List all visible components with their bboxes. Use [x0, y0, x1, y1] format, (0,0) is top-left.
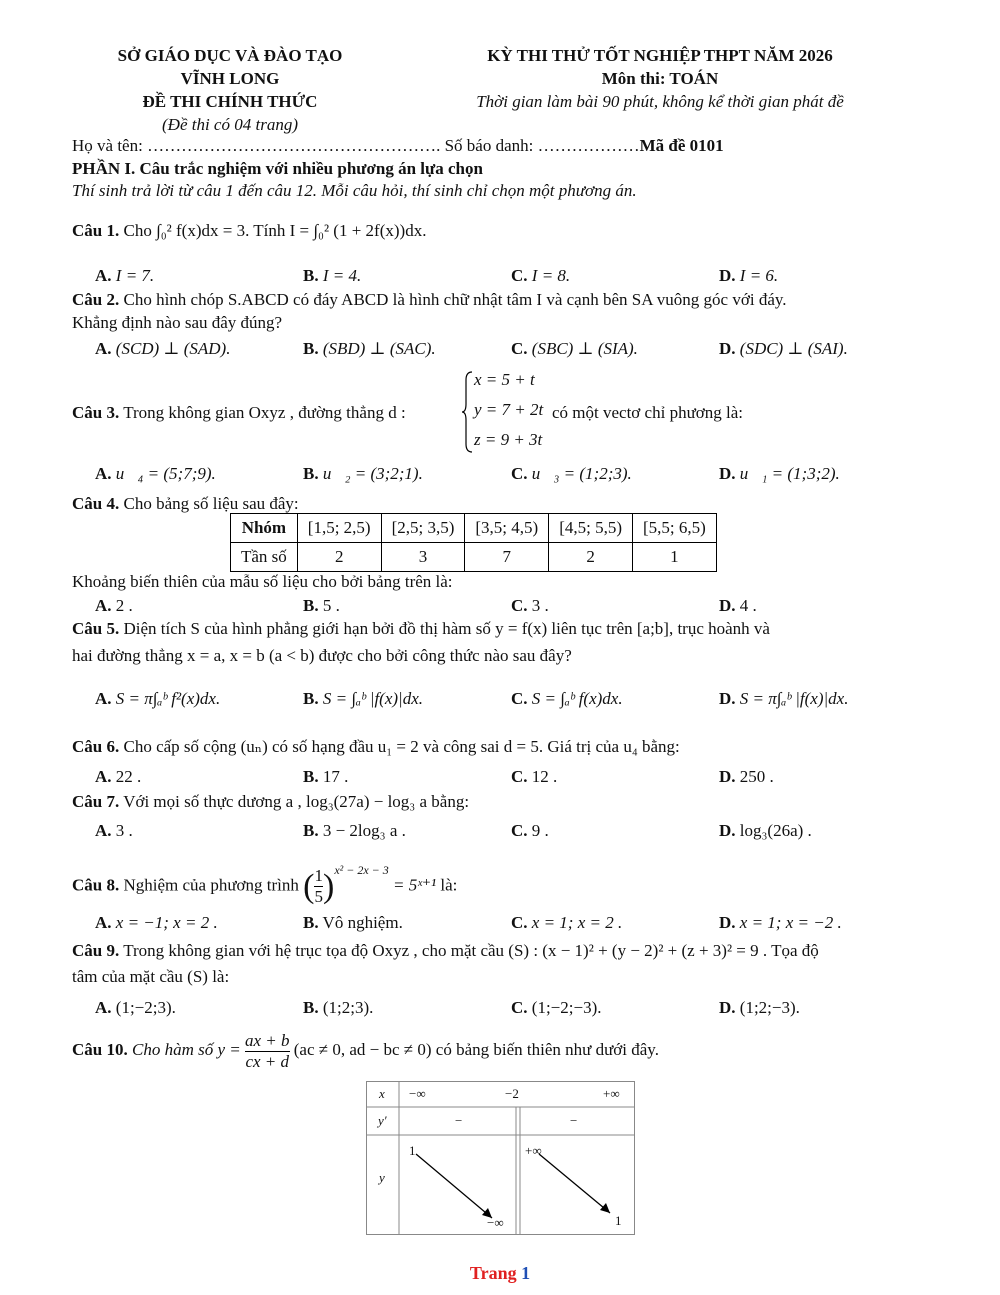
q7-option-d[interactable]: D. log₃(26a) . — [719, 821, 812, 840]
frequency-table — [230, 513, 717, 572]
variation-table-grid — [367, 1082, 634, 1234]
q5-option-d[interactable]: D. S = π∫ₐᵇ |f(x)|dx. — [719, 689, 849, 708]
question-label: Câu 1. — [72, 221, 120, 240]
question-text: Cho hàm số y = — [131, 1040, 241, 1059]
question-label: Câu 10. — [72, 1040, 128, 1059]
q7-option-c[interactable]: C. 9 . — [511, 821, 549, 840]
equation-z: z = 9 + 3t — [474, 430, 543, 449]
page-footer — [0, 1263, 1000, 1284]
q4-option-a[interactable]: A. 2 . — [95, 596, 133, 615]
q1-option-a[interactable]: A. I = 7. — [95, 266, 155, 285]
q5-option-b[interactable]: B. S = ∫ₐᵇ |f(x)|dx. — [303, 689, 424, 708]
page-number: 1 — [521, 1263, 531, 1283]
question-text: Trong không gian Oxyz , đường thẳng d : — [123, 403, 406, 422]
option-text: (SCD) ⊥ (SAD). — [115, 339, 231, 358]
question-6 — [72, 736, 680, 758]
q6-option-b[interactable]: B. 17 . — [303, 767, 349, 786]
question-text: Cho hình chóp S.ABCD có đáy ABCD là hình chữ nhật tâm I và cạnh bên SA vuông góc với đáy. — [123, 290, 787, 309]
option-text: I = 4. — [322, 266, 362, 285]
brace-icon — [462, 370, 474, 454]
equation-y: y = 7 + 2t — [474, 400, 544, 419]
option-text: x = 1; x = −2 . — [739, 913, 842, 932]
q1-option-b[interactable]: B. I = 4. — [303, 266, 362, 285]
option-text: I = 7. — [115, 266, 155, 285]
option-text: 2 . — [115, 596, 133, 615]
function-fraction — [245, 1031, 290, 1072]
option-text: 3 . — [531, 596, 549, 615]
decreasing-arrow-right — [539, 1154, 610, 1213]
q6-option-c[interactable]: C. 12 . — [511, 767, 558, 786]
q9-option-c[interactable]: C. (1;−2;−3). — [511, 998, 602, 1017]
option-text: (SDC) ⊥ (SAI). — [739, 339, 848, 358]
question-tail: là: — [440, 875, 458, 895]
question-2 — [72, 289, 787, 311]
vt-sign-right: − — [570, 1113, 578, 1128]
option-text: (SBD) ⊥ (SAC). — [322, 339, 436, 358]
fraction-numerator: 1 — [314, 866, 323, 886]
department: SỞ GIÁO DỤC VÀ ĐÀO TẠO — [117, 46, 343, 65]
footer-label: Trang — [469, 1263, 517, 1283]
q7-option-b[interactable]: B. 3 − 2log₃ a . — [303, 821, 406, 840]
vt-value-minus-inf: −∞ — [487, 1215, 504, 1230]
option-text: (1;2;3). — [322, 998, 374, 1017]
question-label: Câu 2. — [72, 290, 120, 309]
q2-option-c[interactable]: C. (SBC) ⊥ (SIA). — [511, 339, 638, 358]
option-text: (1;−2;−3). — [531, 998, 602, 1017]
question-text: Cho bảng số liệu sau đây: — [123, 494, 299, 513]
option-text: 4 . — [739, 596, 757, 615]
q9-option-d[interactable]: D. (1;2;−3). — [719, 998, 800, 1017]
q5-option-c[interactable]: C. S = ∫ₐᵇ f(x)dx. — [511, 689, 623, 708]
question-text: Diện tích S của hình phẳng giới hạn bởi đồ thị hàm số y = f(x) liên tục trên [a;b], trục hoành và — [123, 619, 770, 638]
fraction-numerator: ax + b — [244, 1030, 290, 1050]
option-text: 22 . — [115, 767, 142, 786]
table-cell: [5,5; 6,5) — [632, 514, 716, 543]
option-text: u⃗₁ = (1;3;2). — [739, 464, 840, 483]
q7-option-a[interactable]: A. 3 . — [95, 821, 133, 840]
page-count-note: (Đề thi có 04 trang) — [162, 115, 298, 134]
option-text: u⃗₄ = (5;7;9). — [115, 464, 216, 483]
option-text: x = 1; x = 2 . — [531, 913, 623, 932]
official-exam: ĐỀ THI CHÍNH THỨC — [142, 92, 318, 111]
option-text: S = ∫ₐᵇ f(x)dx. — [531, 689, 623, 708]
q8-option-b[interactable]: B. Vô nghiệm. — [303, 913, 403, 932]
question-text: Cho cấp số cộng (uₙ) có số hạng đầu u₁ = 2 và công sai d = 5. Giá trị của u₄ bằng: — [123, 737, 680, 756]
question-9-cont: tâm của mặt cầu (S) là: — [72, 967, 230, 986]
table-cell: Tần số — [231, 543, 298, 572]
question-text: Nghiệm của phương trình — [123, 875, 299, 895]
q6-option-d[interactable]: D. 250 . — [719, 767, 774, 786]
table-cell: 2 — [297, 543, 381, 572]
vt-yprime-label: y′ — [378, 1113, 387, 1128]
vt-value-plus-inf: +∞ — [525, 1143, 542, 1158]
q9-option-a[interactable]: A. (1;−2;3). — [95, 998, 176, 1017]
q9-option-b[interactable]: B. (1;2;3). — [303, 998, 374, 1017]
exponent: x² − 2x − 3 — [334, 863, 389, 877]
table-cell: 1 — [632, 543, 716, 572]
q4-option-c[interactable]: C. 3 . — [511, 596, 549, 615]
option-text: (1;−2;3). — [115, 998, 176, 1017]
q4-option-d[interactable]: D. 4 . — [719, 596, 757, 615]
vt-y-label: y — [379, 1170, 385, 1185]
option-text: 12 . — [531, 767, 558, 786]
vt-pos-inf: +∞ — [603, 1086, 620, 1101]
right-paren-icon: ) — [322, 867, 335, 905]
option-text: I = 8. — [531, 266, 571, 285]
equation-x: x = 5 + t — [474, 370, 535, 389]
option-text: u⃗₃ = (1;2;3). — [531, 464, 632, 483]
question-text-after: (ac ≠ 0, ad − bc ≠ 0) có bảng biến thiên như dưới đây. — [293, 1040, 659, 1059]
option-text: 3 − 2log₃ a . — [322, 821, 406, 840]
vt-value-one-bottom: 1 — [615, 1213, 622, 1228]
option-text: S = π∫ₐᵇ f²(x)dx. — [115, 689, 221, 708]
option-text: 17 . — [322, 767, 349, 786]
question-label: Câu 9. — [72, 941, 120, 960]
question-text: Cho ∫₀² f(x)dx = 3. Tính I = ∫₀² (1 + 2f(x))dx. — [123, 221, 427, 240]
subject: Môn thi: TOÁN — [601, 69, 719, 88]
table-cell: [2,5; 3,5) — [381, 514, 465, 543]
table-cell: [4,5; 5,5) — [549, 514, 633, 543]
question-4-cont: Khoảng biến thiên của mẫu số liệu cho bởi bảng trên là: — [72, 572, 453, 591]
option-text: 9 . — [531, 821, 549, 840]
table-row — [231, 543, 717, 572]
table-cell: [3,5; 4,5) — [465, 514, 549, 543]
option-text: 250 . — [739, 767, 774, 786]
vt-minus-two: −2 — [505, 1086, 519, 1101]
fraction-denominator: cx + d — [245, 1051, 290, 1071]
q8-option-d[interactable]: D. x = 1; x = −2 . — [719, 913, 842, 932]
question-label: Câu 8. — [72, 875, 120, 895]
q3-option-b[interactable]: B. u⃗₂ = (3;2;1). — [303, 464, 423, 483]
question-label: Câu 5. — [72, 619, 120, 638]
question-label: Câu 4. — [72, 494, 120, 513]
fraction-denominator: 5 — [314, 887, 323, 907]
left-paren-icon: ( — [303, 867, 315, 905]
question-4 — [72, 493, 299, 515]
option-text: I = 6. — [739, 266, 779, 285]
exam-code: Mã đề 0101 — [639, 136, 724, 155]
q2-option-a[interactable]: A. (SCD) ⊥ (SAD). — [95, 339, 231, 358]
header-left — [70, 44, 390, 136]
province: VĨNH LONG — [180, 69, 280, 88]
question-label: Câu 7. — [72, 792, 120, 811]
vt-x-label: x — [379, 1086, 385, 1101]
option-text: u⃗₂ = (3;2;1). — [322, 464, 423, 483]
option-text: S = π∫ₐᵇ |f(x)|dx. — [739, 689, 849, 708]
question-10 — [72, 1030, 659, 1072]
decreasing-arrow-left — [416, 1154, 492, 1218]
q6-option-a[interactable]: A. 22 . — [95, 767, 142, 786]
option-text: log₃(26a) . — [739, 821, 812, 840]
option-text: 3 . — [115, 821, 133, 840]
base-fraction — [314, 866, 323, 907]
question-3 — [72, 402, 406, 424]
question-1 — [72, 220, 426, 242]
q1-option-c[interactable]: C. I = 8. — [511, 266, 571, 285]
table-cell: Nhóm — [231, 514, 298, 543]
question-3-after: có một vectơ chỉ phương là: — [552, 403, 744, 422]
question-text: Trong không gian với hệ trục tọa độ Oxyz , cho mặt cầu (S) : (x − 1)² + (y − 2)² + (z + 3)² = 9 . Tọa độ — [123, 941, 819, 960]
q8-option-a[interactable]: A. x = −1; x = 2 . — [95, 913, 218, 932]
q3-option-a[interactable]: A. u⃗₄ = (5;7;9). — [95, 464, 216, 483]
student-info-line — [72, 135, 724, 157]
option-text: 5 . — [322, 596, 340, 615]
exam-title: KỲ THI THỬ TỐT NGHIỆP THPT NĂM 2026 — [487, 46, 833, 65]
option-text: (1;2;−3). — [739, 998, 800, 1017]
option-text: Vô nghiệm. — [322, 913, 403, 932]
table-cell: [1,5; 2,5) — [297, 514, 381, 543]
header-right — [430, 44, 890, 113]
q2-option-b[interactable]: B. (SBD) ⊥ (SAC). — [303, 339, 436, 358]
table-row — [231, 514, 717, 543]
question-9 — [72, 940, 819, 962]
q5-option-a[interactable]: A. S = π∫ₐᵇ f²(x)dx. — [95, 689, 221, 708]
section-instructions: Thí sinh trả lời từ câu 1 đến câu 12. Mỗi câu hỏi, thí sinh chỉ chọn một phương án. — [72, 181, 637, 200]
option-text: (SBC) ⊥ (SIA). — [531, 339, 638, 358]
vt-value-one: 1 — [409, 1143, 416, 1158]
variation-table — [366, 1081, 635, 1235]
question-text: Với mọi số thực dương a , log₃(27a) − log₃ a bằng: — [123, 792, 470, 811]
student-fields: Họ và tên: ……………………………………………. Số báo danh: ……………… — [72, 136, 640, 155]
question-5 — [72, 618, 770, 640]
vt-sign-left: − — [455, 1113, 463, 1128]
vt-neg-inf: −∞ — [409, 1086, 426, 1101]
q3-option-d[interactable]: D. u⃗₁ = (1;3;2). — [719, 464, 840, 483]
question-label: Câu 6. — [72, 737, 120, 756]
section-title: PHẦN I. Câu trắc nghiệm với nhiều phương án lựa chọn — [72, 159, 483, 178]
table-cell: 2 — [549, 543, 633, 572]
q8-option-c[interactable]: C. x = 1; x = 2 . — [511, 913, 623, 932]
option-text: S = ∫ₐᵇ |f(x)|dx. — [322, 689, 424, 708]
option-text: x = −1; x = 2 . — [115, 913, 218, 932]
duration: Thời gian làm bài 90 phút, không kể thời gian phát đề — [476, 92, 844, 111]
question-label: Câu 3. — [72, 403, 120, 422]
equation-rhs: = 5ˣ⁺¹ — [393, 875, 437, 895]
question-5-cont: hai đường thẳng x = a, x = b (a < b) được cho bởi công thức nào sau đây? — [72, 646, 572, 665]
q2-option-d[interactable]: D. (SDC) ⊥ (SAI). — [719, 339, 848, 358]
question-7 — [72, 791, 469, 813]
table-cell: 3 — [381, 543, 465, 572]
q1-option-d[interactable]: D. I = 6. — [719, 266, 779, 285]
table-cell: 7 — [465, 543, 549, 572]
question-2-cont: Khẳng định nào sau đây đúng? — [72, 313, 283, 332]
question-8 — [72, 858, 457, 908]
q4-option-b[interactable]: B. 5 . — [303, 596, 340, 615]
q3-option-c[interactable]: C. u⃗₃ = (1;2;3). — [511, 464, 632, 483]
